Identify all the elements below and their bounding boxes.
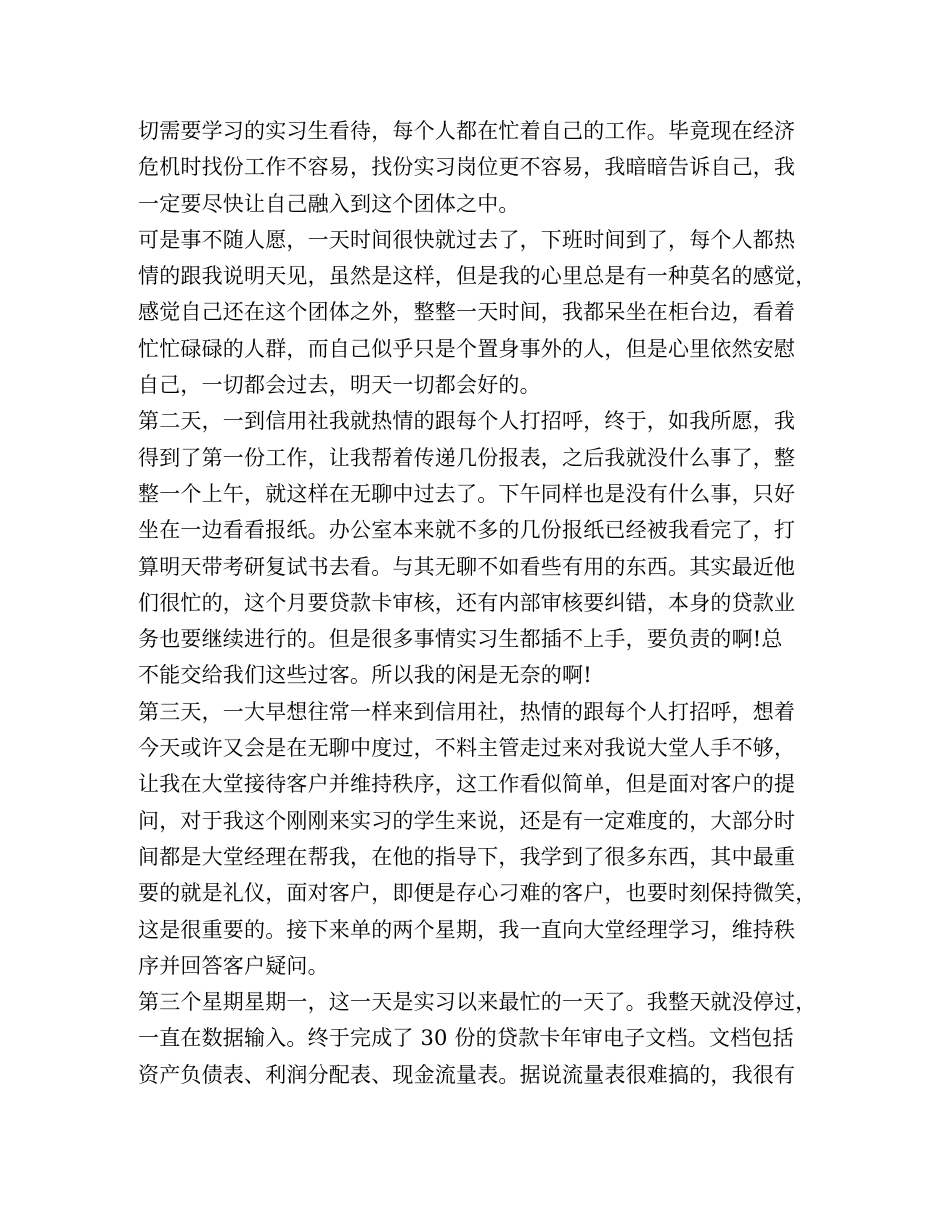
text-line: 一定要尽快让自己融入到这个团体之中。 bbox=[138, 191, 520, 216]
text-line: 第三个星期星期一，这一天是实习以来最忙的一天了。我整天就没停过， bbox=[138, 990, 817, 1015]
text-line: 第二天，一到信用社我就热情的跟每个人打招呼，终于，如我所愿，我 bbox=[138, 409, 796, 434]
text-line: 序并回答客户疑问。 bbox=[138, 953, 329, 978]
text-line: 今天或许又会是在无聊中度过，不料主管走过来对我说大堂人手不够， bbox=[138, 736, 796, 761]
text-line: 第三天，一大早想往常一样来到信用社，热情的跟每个人打招呼，想着 bbox=[138, 699, 796, 724]
text-line: 坐在一边看看报纸。办公室本来就不多的几份报纸已经被我看完了，打 bbox=[138, 518, 796, 543]
text-line: 感觉自己还在这个团体之外，整整一天时间，我都呆坐在柜台边，看着 bbox=[138, 300, 796, 325]
body-text bbox=[138, 113, 828, 1093]
text-line: 一直在数据输入。终于完成了 30 份的贷款卡年审电子文档。文档包括 bbox=[138, 1026, 794, 1051]
text-line: 这是很重要的。接下来单的两个星期，我一直向大堂经理学习，维持秩 bbox=[138, 917, 796, 942]
text-line: 情的跟我说明天见，虽然是这样，但是我的心里总是有一种莫名的感觉， bbox=[138, 264, 817, 289]
text-line: 得到了第一份工作，让我帮着传递几份报表，之后我就没什么事了，整 bbox=[138, 445, 796, 470]
text-line: 整一个上午，就这样在无聊中过去了。下午同样也是没有什么事，只好 bbox=[138, 481, 796, 506]
text-line: 忙忙碌碌的人群，而自己似乎只是个置身事外的人，但是心里依然安慰 bbox=[138, 336, 796, 361]
text-line: 切需要学习的实习生看待，每个人都在忙着自己的工作。毕竟现在经济 bbox=[138, 119, 796, 143]
text-line: 资产负债表、利润分配表、现金流量表。据说流量表很难搞的，我很有 bbox=[138, 1062, 796, 1087]
text-line: 要的就是礼仪，面对客户，即便是存心刁难的客户，也要时刻保持微笑， bbox=[138, 881, 817, 906]
text-line: 们很忙的，这个月要贷款卡审核，还有内部审核要纠错，本身的贷款业 bbox=[138, 590, 796, 615]
text-line: 间都是大堂经理在帮我，在他的指导下，我学到了很多东西，其中最重 bbox=[138, 844, 796, 869]
text-line: 可是事不随人愿，一天时间很快就过去了，下班时间到了，每个人都热 bbox=[138, 227, 796, 252]
text-line: 不能交给我们这些过客。所以我的闲是无奈的啊! bbox=[138, 663, 592, 688]
text-line: 务也要继续进行的。但是很多事情实习生都插不上手，要负责的啊!总 bbox=[138, 627, 783, 652]
text-line: 危机时找份工作不容易，找份实习岗位更不容易，我暗暗告诉自己，我 bbox=[138, 155, 796, 180]
text-line: 让我在大堂接待客户并维持秩序，这工作看似简单，但是面对客户的提 bbox=[138, 772, 796, 797]
text-line: 自己，一切都会过去，明天一切都会好的。 bbox=[138, 373, 541, 398]
text-line: 问，对于我这个刚刚来实习的学生来说，还是有一定难度的，大部分时 bbox=[138, 808, 796, 833]
text-line: 算明天带考研复试书去看。与其无聊不如看些有用的东西。其实最近他 bbox=[138, 554, 796, 579]
